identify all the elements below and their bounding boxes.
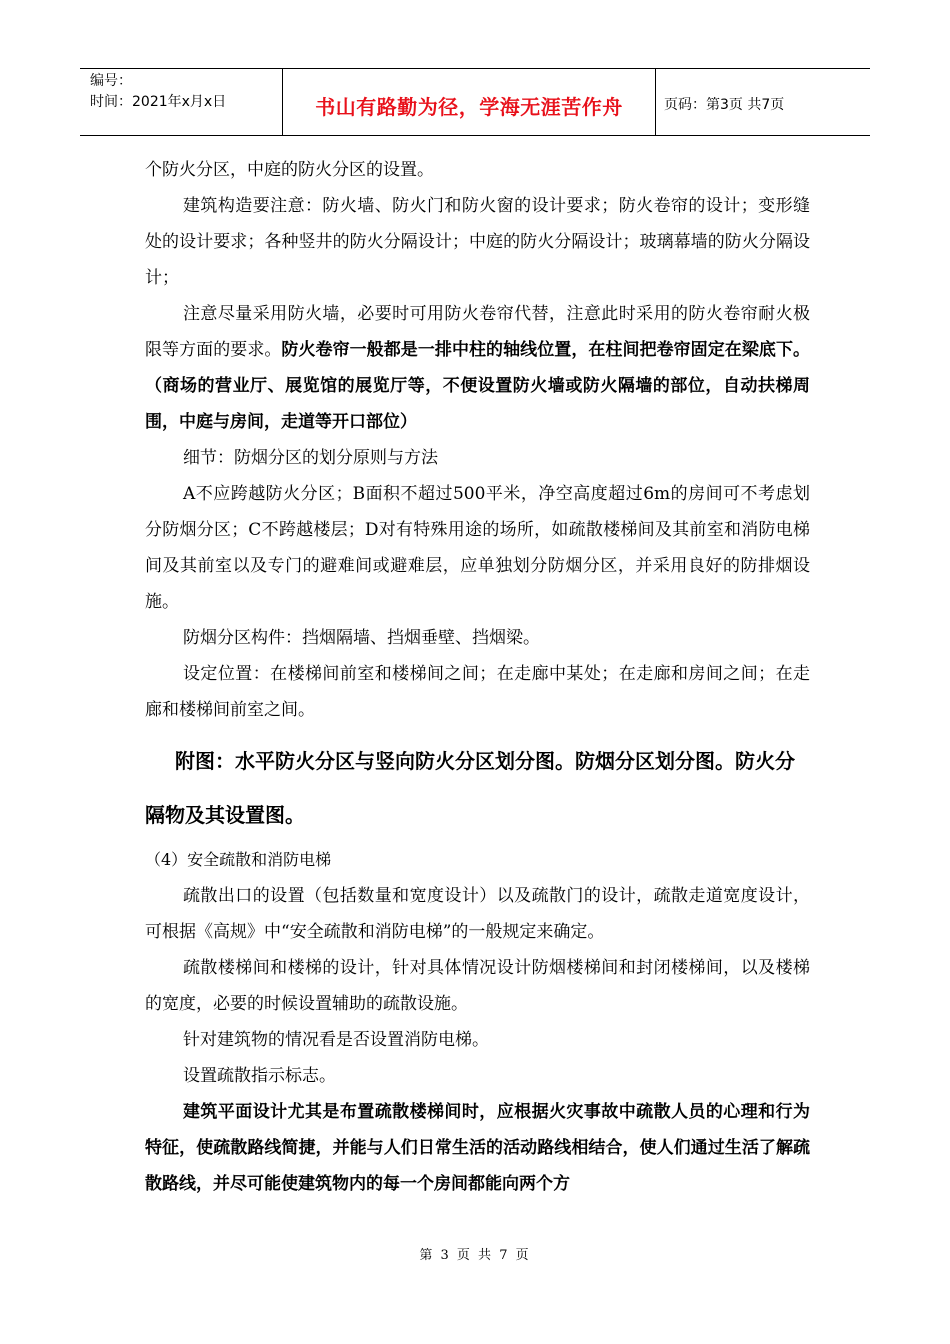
paragraph: 细节：防烟分区的划分原则与方法 [183,448,438,468]
document-number-label: 编号： [90,73,132,89]
page-header [80,68,870,136]
paragraph: 建筑平面设计尤其是布置疏散楼梯间时，应根据火灾事故中疏散人员的心理和行为特征，使疏散路线简捷，并能与人们日常生活的活动路线相结合，使人们通过生活了解疏散路线，并尽可能使建筑物内的每一个房间都能向两个方 [145,1102,810,1194]
header-meta [80,69,282,135]
paragraph: 建筑构造要注意：防火墙、防火门和防火窗的设计要求；防火卷帘的设计；变形缝处的设计要求；各种竖井的防火分隔设计；中庭的防火分隔设计；玻璃幕墙的防火分隔设计； [145,196,810,288]
paragraph: 个防火分区，中庭的防火分区的设置。 [145,160,434,180]
paragraph: 针对建筑物的情况看是否设置消防电梯。 [183,1030,489,1050]
header-page-info: 页码：第3页 共7页 [664,97,785,113]
paragraph [145,296,810,440]
paragraph-bold-text: 防火卷帘一般都是一排中柱的轴线位置，在柱间把卷帘固定在梁底下。（商场的营业厅、展览馆的展览厅等，不便设置防火墙或防火隔墙的部位，自动扶梯周围，中庭与房间，走道等开口部位） [145,340,810,432]
section-heading: （4）安全疏散和消防电梯 [145,850,332,869]
attached-figures-heading: 附图：水平防火分区与竖向防火分区划分图。防烟分区划分图。防火分隔物及其设置图。 [145,749,795,827]
page-footer: 第 3 页 共 7 页 [419,1248,531,1263]
document-time-label: 时间：2021年x月x日 [90,94,227,110]
paragraph: 防烟分区构件：挡烟隔墙、挡烟垂壁、挡烟梁。 [183,628,540,648]
document-body [145,152,810,1202]
paragraph: 设置疏散指示标志。 [183,1066,336,1086]
paragraph: A不应跨越防火分区；B面积不超过500平米，净空高度超过6m的房间可不考虑划分防烟分区；C不跨越楼层；D对有特殊用途的场所，如疏散楼梯间及其前室和消防电梯间及其前室以及专门的避难间或避难层，应单独划分防烟分区，并采用良好的防排烟设施。 [145,484,810,612]
header-motto: 书山有路勤为径，学海无涯苦作舟 [282,69,656,135]
paragraph: 设定位置：在楼梯间前室和楼梯间之间；在走廊中某处；在走廊和房间之间；在走廊和楼梯间前室之间。 [145,664,810,720]
paragraph: 疏散楼梯间和楼梯的设计，针对具体情况设计防烟楼梯间和封闭楼梯间，以及楼梯的宽度，必要的时候设置辅助的疏散设施。 [145,958,810,1014]
paragraph-text: 注意尽量采用防火墙，必要时可用防火卷帘代替，注意此时采用的防火卷帘耐火极限等方面的要求。 [145,304,810,360]
paragraph: 疏散出口的设置（包括数量和宽度设计）以及疏散门的设计，疏散走道宽度设计，可根据《高规》中“安全疏散和消防电梯”的一般规定来确定。 [145,886,810,942]
